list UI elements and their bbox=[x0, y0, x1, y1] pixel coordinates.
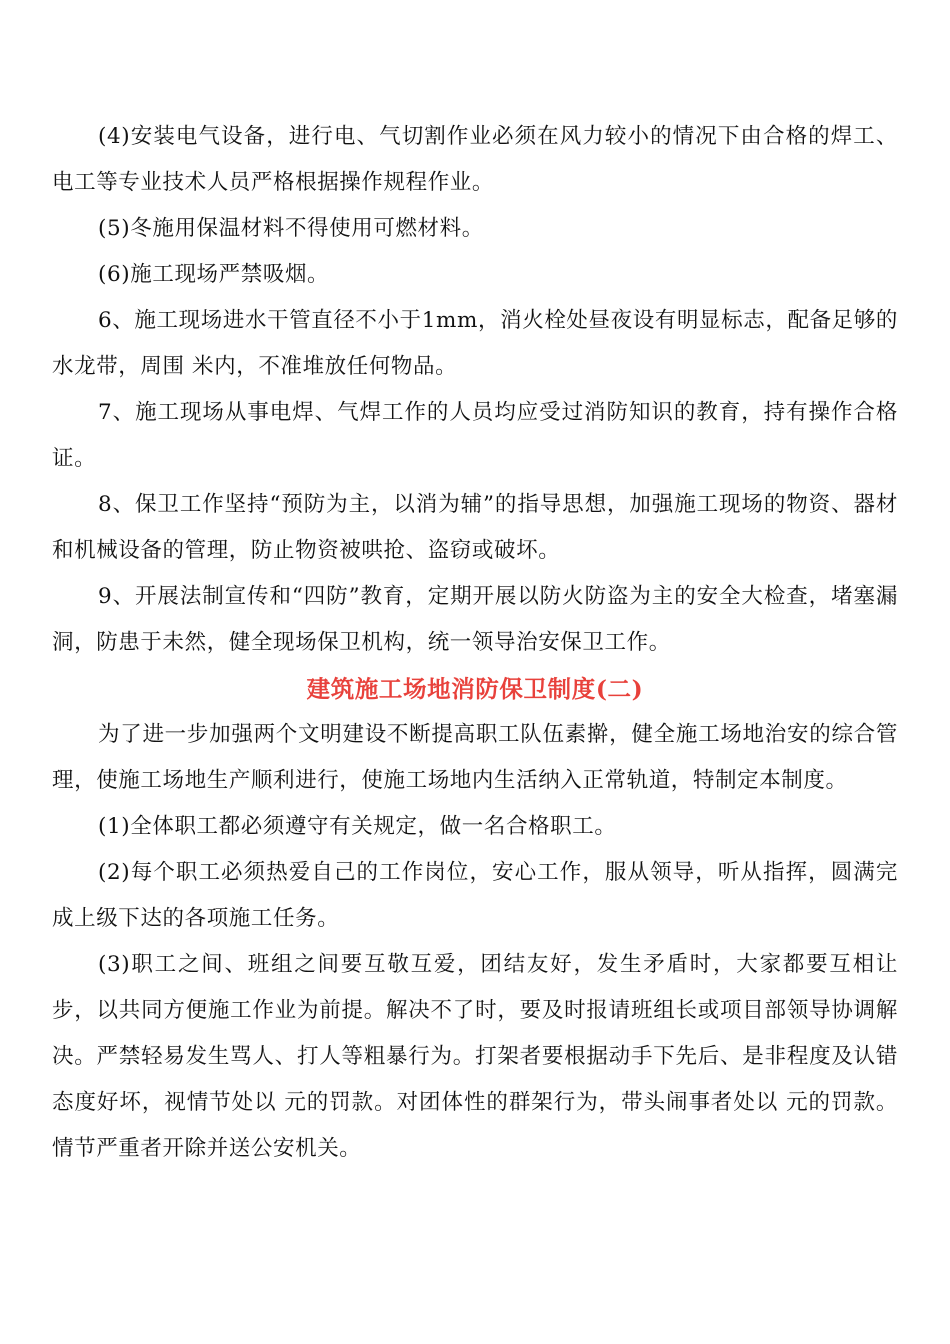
paragraph-rule-7-welders: 7、施工现场从事电焊、气焊工作的人员均应受过消防知识的教育，持有操作合格证。 bbox=[52, 400, 898, 471]
paragraph-item-1-compliance: (1)全体职工都必须遵守有关规定，做一名合格职工。 bbox=[98, 814, 617, 839]
paragraph-rule-9-education: 9、开展法制宣传和“四防”教育，定期开展以防火防盗为主的安全大检查，堵塞漏洞，防患于未然，健全现场保卫机构，统一领导治安保卫工作。 bbox=[52, 584, 898, 655]
paragraph-item-4-electrical: (4)安装电气设备，进行电、气切割作业必须在风力较小的情况下由合格的焊工、电工等专业技术人员严格根据操作规程作业。 bbox=[52, 124, 898, 195]
paragraph-item-3-conduct: (3)职工之间、班组之间要互敬互爱，团结友好，发生矛盾时，大家都要互相让步，以共同方便施工作业为前提。解决不了时，要及时报请班组长或项目部领导协调解决。严禁轻易发生骂人、打人等粗暴行为。打架者要根据动手下先后、是非程度及认错态度好坏，视情节处以 元的罚款。对团体性的群架行为，带头闹事者处以 元的罚款。情节严重者开除并送公安机关。 bbox=[52, 952, 898, 1161]
paragraph-intro: 为了进一步加强两个文明建设不断提高职工队伍素擀，健全施工场地治安的综合管理，使施工场地生产顺利进行，使施工场地内生活纳入正常轨道，特制定本制度。 bbox=[52, 722, 898, 793]
section-title: 建筑施工场地消防保卫制度(二) bbox=[306, 675, 644, 703]
paragraph-rule-8-security: 8、保卫工作坚持“预防为主，以消为辅”的指导思想，加强施工现场的物资、器材和机械设备的管理，防止物资被哄抢、盗窃或破坏。 bbox=[52, 492, 898, 563]
paragraph-item-5-insulation: (5)冬施用保温材料不得使用可燃材料。 bbox=[98, 216, 484, 241]
paragraph-item-2-duty: (2)每个职工必须热爱自己的工作岗位，安心工作，服从领导，听从指挥，圆满完成上级下达的各项施工任务。 bbox=[52, 860, 898, 931]
document-body bbox=[52, 114, 898, 1172]
paragraph-item-6-no-smoking: (6)施工现场严禁吸烟。 bbox=[98, 262, 330, 287]
paragraph-rule-6-water-pipe: 6、施工现场进水干管直径不小于1mm，消火栓处昼夜设有明显标志，配备足够的水龙带，周围 米内，不准堆放任何物品。 bbox=[52, 308, 898, 379]
